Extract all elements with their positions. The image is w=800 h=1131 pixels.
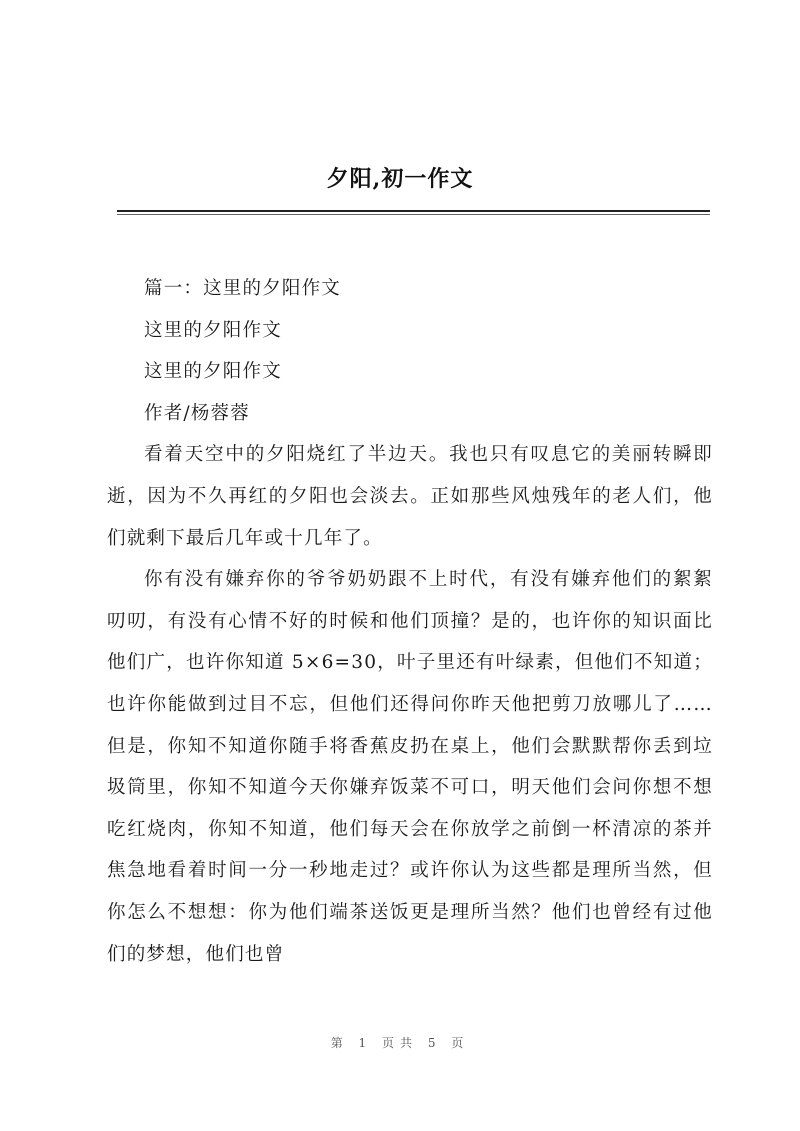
paragraph-heading: 篇一：这里的夕阳作文 (144, 278, 342, 299)
title-divider (117, 210, 710, 212)
paragraph-author: 作者/杨蓉蓉 (144, 402, 250, 424)
paragraph-subtitle: 这里的夕阳作文 (144, 319, 282, 341)
paragraph-subtitle-repeat: 这里的夕阳作文 (144, 361, 282, 383)
document-title: 夕阳,初一作文 (326, 166, 474, 192)
page-footer: 第 1 页共 5 页 (330, 1036, 470, 1050)
paragraph-body-1: 看着天空中的夕阳烧红了半边天。我也只有叹息它的美丽转瞬即逝，因为不久再红的夕阳也会淡去。正如那些风烛残年的老人们，他们就剩下最后几年或十几年了。 (107, 444, 713, 549)
document-body (107, 268, 713, 975)
paragraph-body-2: 你有没有嫌弃你的爷爷奶奶跟不上时代，有没有嫌弃他们的絮絮叨叨，有没有心情不好的时候和他们顶撞？是的，也许你的知识面比他们广，也许你知道 5×6=30，叶子里还有叶绿素，但他们不知道；也许你能做到过目不忘，但他们还得问你昨天他把剪刀放哪儿了……但是，你知不知道你随手将香蕉皮扔在桌上，他们会默默帮你丢到垃圾筒里，你知不知道今天你嫌弃饭菜不可口，明天他们会问你想不想吃红烧肉，你知不知道，他们每天会在你放学之前倒一杯清凉的茶并焦急地看着时间一分一秒地走过？或许你认为这些都是理所当然，但你怎么不想想：你为他们端茶送饭更是理所当然？他们也曾经有过他们的梦想，他们也曾 (107, 569, 713, 965)
